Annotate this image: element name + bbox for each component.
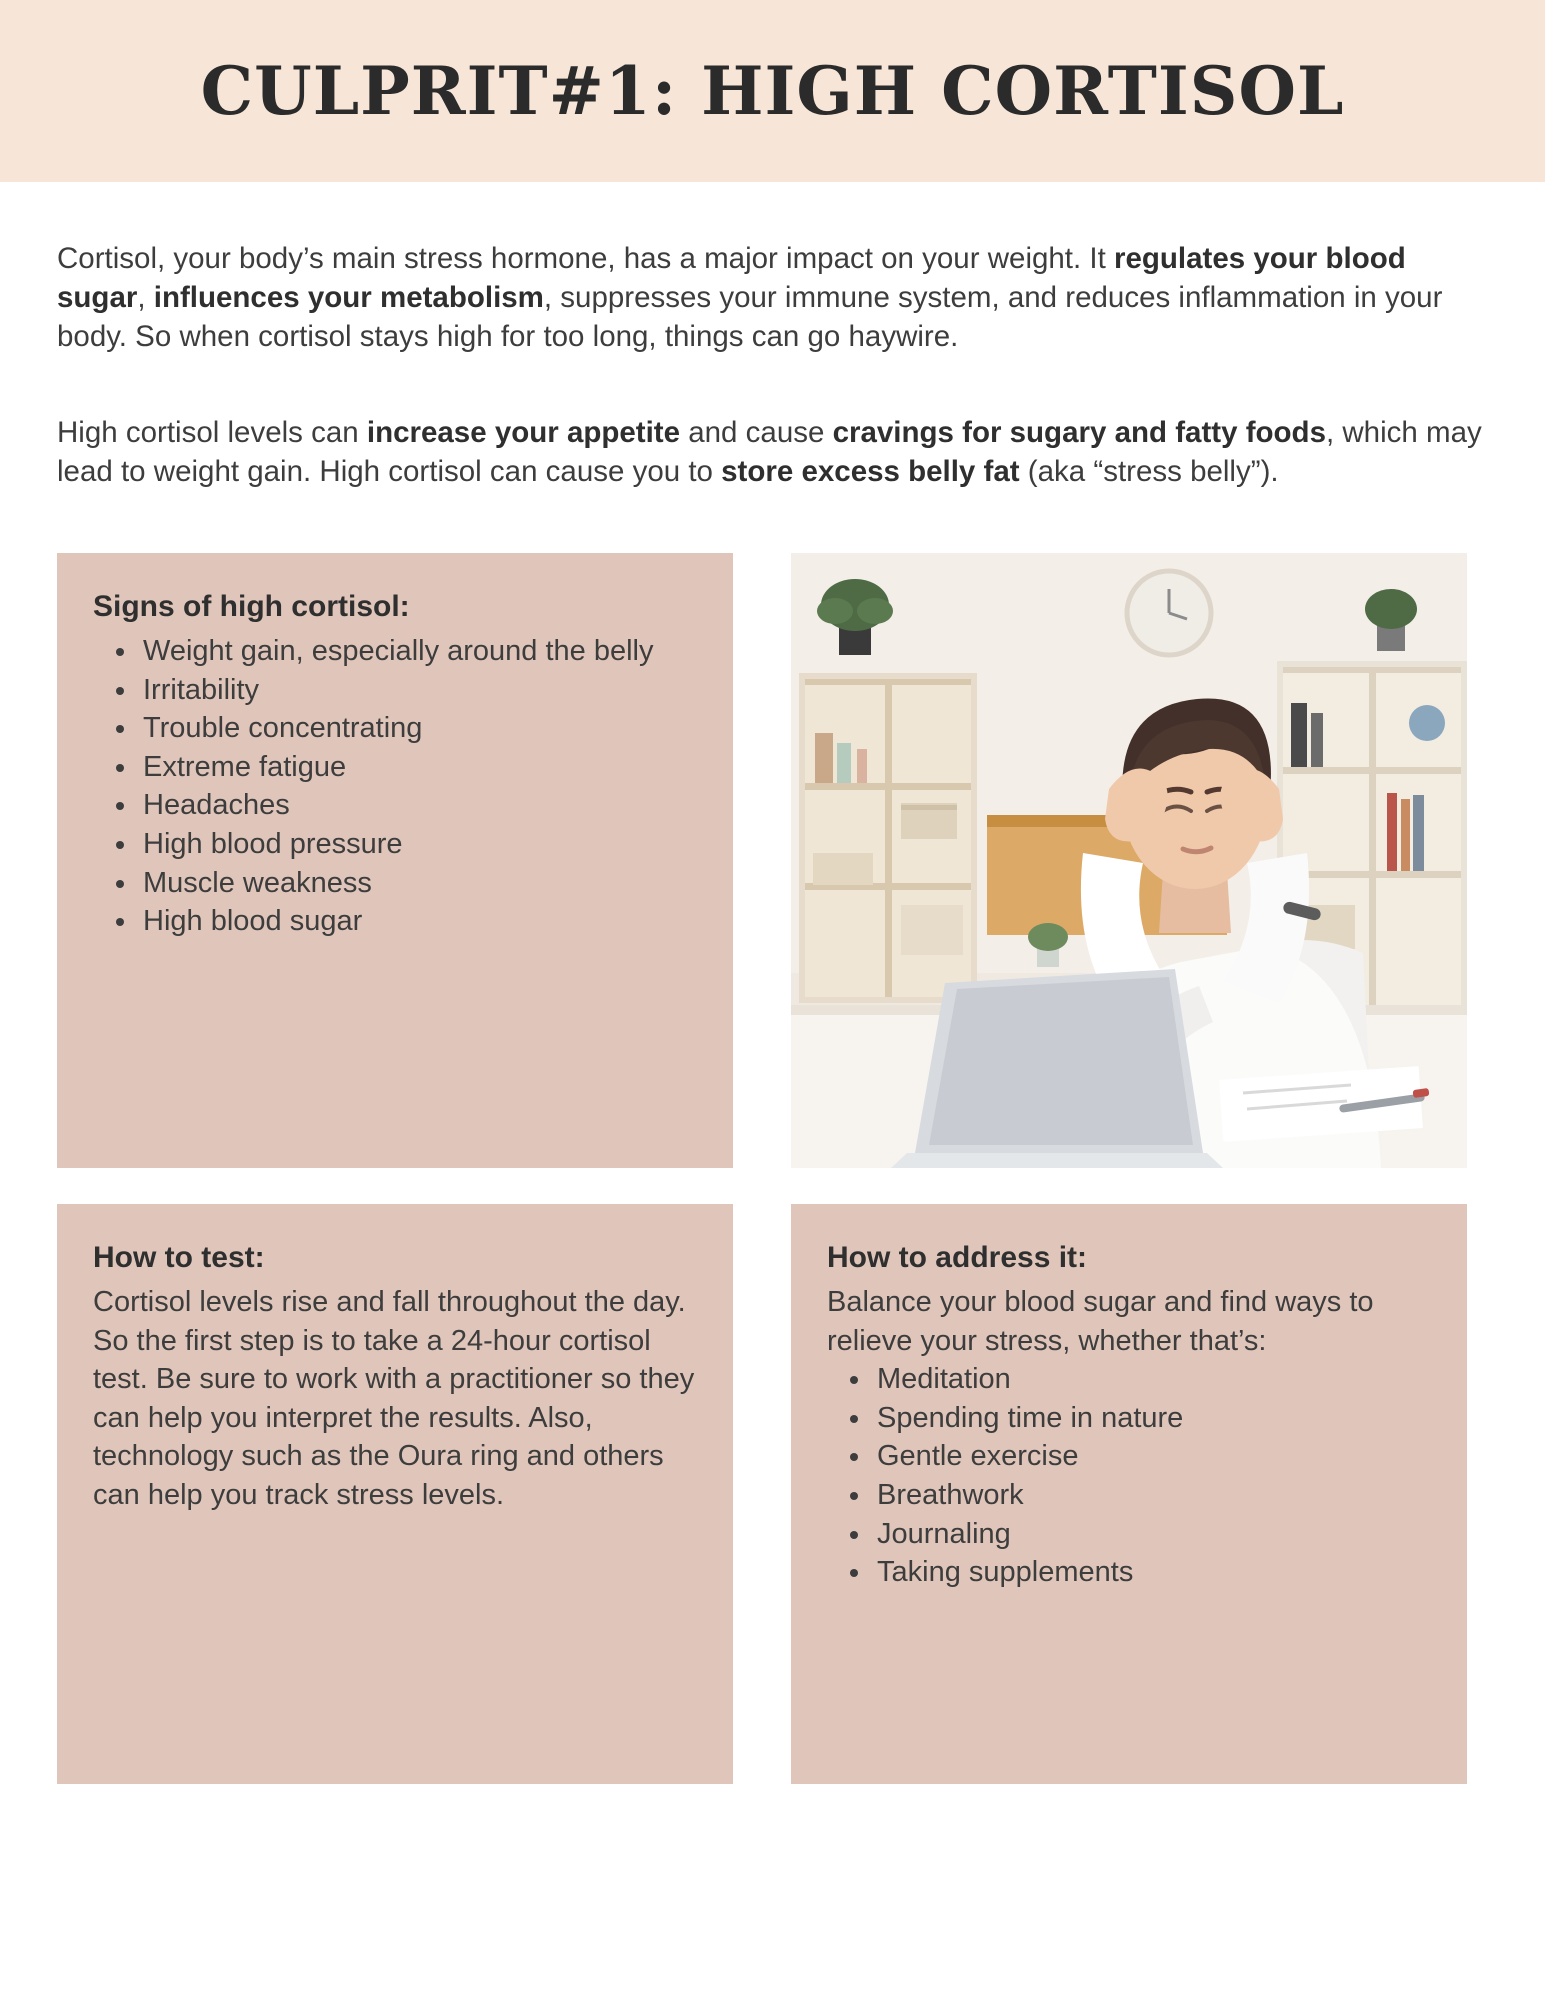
page-header-band <box>0 0 1545 182</box>
signs-panel-title: Signs of high cortisol: <box>93 590 410 624</box>
intro-p2-bold2: cravings for sugary and fatty foods <box>832 415 1326 449</box>
intro-p2-seg3: , which may lead to weight gain. High cortisol can cause you to <box>57 415 1482 488</box>
page-title-post: : HIGH CORTISOL <box>651 52 1345 130</box>
intro-p2-seg4: (aka “stress belly”). <box>1019 454 1279 488</box>
list-item: • Headaches <box>139 786 697 825</box>
how-to-address-body: Balance your blood sugar and find ways to relieve your stress, whether that’s: <box>827 1286 1374 1357</box>
page-title-pre: CULPRIT <box>200 52 549 130</box>
intro-paragraph-2 <box>57 413 1488 491</box>
list-item: • Extreme fatigue <box>139 748 697 787</box>
list-item: • Taking supplements <box>873 1553 1431 1592</box>
list-item: • Trouble concentrating <box>139 709 697 748</box>
row-gap <box>57 1168 733 1204</box>
list-item: • Irritability <box>139 671 697 710</box>
panels-grid <box>57 553 1488 1784</box>
page-title <box>201 52 1345 130</box>
list-item: • Weight gain, especially around the belly <box>139 632 697 671</box>
list-item: • High blood sugar <box>139 902 697 941</box>
how-to-address-panel <box>791 1204 1467 1784</box>
list-item: • Muscle weakness <box>139 864 697 903</box>
intro-p1-bold1: regulates your blood sugar <box>57 242 1406 315</box>
list-item: • High blood pressure <box>139 825 697 864</box>
intro-p2-bold1: increase your appetite <box>366 415 681 449</box>
how-to-address-title: How to address it: <box>827 1241 1088 1275</box>
stressed-woman-photo <box>791 553 1467 1168</box>
list-item: • Gentle exercise <box>873 1437 1431 1476</box>
signs-of-high-cortisol-panel <box>57 553 733 1168</box>
how-to-test-panel <box>57 1204 733 1784</box>
list-item: • Journaling <box>873 1515 1431 1554</box>
intro-p1-bold2: influences your metabolism <box>153 281 544 315</box>
how-to-test-title: How to test: <box>93 1241 265 1275</box>
how-to-test-body: Cortisol levels rise and fall throughout the day. So the first step is to take a 24-hour cortisol test. Be sure to work with a practitioner so they can help you interpret the results. Also, technology such as the Oura ring and others can help you track stress levels. <box>93 1286 695 1511</box>
intro-p2-seg1: High cortisol levels can <box>57 415 367 449</box>
panels-right-column <box>791 553 1467 1784</box>
address-list <box>827 1360 1431 1591</box>
row-gap-right <box>791 1168 1467 1204</box>
intro-p2-bold3: store excess belly fat <box>721 454 1020 488</box>
page-content <box>0 239 1545 1784</box>
signs-list <box>93 632 697 941</box>
panels-left-column <box>57 553 733 1784</box>
intro-p2-seg2: and cause <box>680 415 833 449</box>
intro-paragraph-1 <box>57 239 1488 357</box>
page-title-hash: #1 <box>548 52 652 130</box>
list-item: • Breathwork <box>873 1476 1431 1515</box>
list-item: • Meditation <box>873 1360 1431 1399</box>
intro-p1-seg2: , <box>137 281 154 315</box>
intro-p1-seg3: , suppresses your immune system, and reduces inflammation in your body. So when cortisol stays high for too long, things can go haywire. <box>57 281 1443 354</box>
list-item: • Spending time in nature <box>873 1399 1431 1438</box>
intro-p1-seg1: Cortisol, your body’s main stress hormone, has a major impact on your weight. It <box>57 242 1114 275</box>
